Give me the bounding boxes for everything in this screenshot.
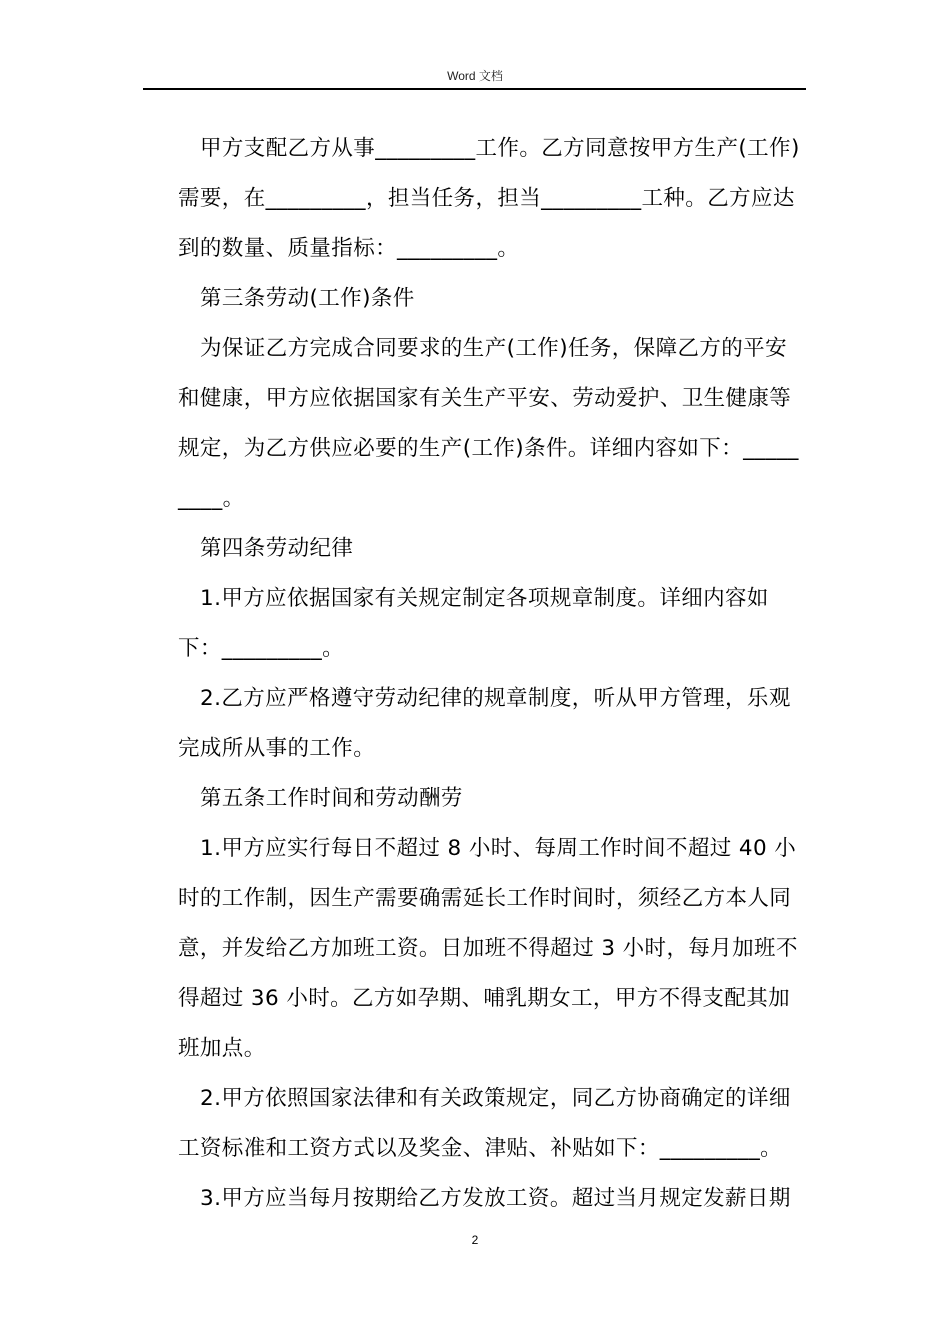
- heading-article-4: 第四条劳动纪律: [200, 536, 354, 561]
- paragraph-hours-1: 1.甲方应实行每日不超过 8 小时、每周工作时间不超过 40 小时的工作制，因生产需要确需延长工作时间时，须经乙方本人同意，并发给乙方加班工资。日加班不得超过 3 小时，每月加班不得超过 36 小时。乙方如孕期、哺乳期女工，甲方不得支配其加班加点。: [178, 836, 798, 1061]
- paragraph-hours-2: 2.甲方依照国家法律和有关政策规定，同乙方协商确定的详细工资标准和工资方式以及奖金、津贴、补贴如下：_________。: [178, 1086, 791, 1161]
- page-header-title: Word 文档: [447, 69, 503, 83]
- heading-article-5: 第五条工作时间和劳动酬劳: [200, 786, 463, 811]
- paragraph-hours-3: 3.甲方应当每月按期给乙方发放工资。超过当月规定发薪日期: [200, 1186, 791, 1211]
- heading-article-3: 第三条劳动(工作)条件: [200, 286, 415, 311]
- paragraph-work-assignment: 甲方支配乙方从事_________工作。乙方同意按甲方生产(工作)需要，在_________，担当任务，担当_________工种。乙方应达到的数量、质量指标：_________。: [178, 136, 800, 261]
- paragraph-working-conditions: 为保证乙方完成合同要求的生产(工作)任务，保障乙方的平安和健康，甲方应依据国家有关生产平安、劳动爱护、卫生健康等规定，为乙方供应必要的生产(工作)条件。详细内容如下：_________。: [178, 336, 799, 511]
- document-body: [178, 124, 808, 1224]
- page-number: 2: [471, 1233, 479, 1247]
- paragraph-discipline-1: 1.甲方应依据国家有关规定制定各项规章制度。详细内容如下：_________。: [178, 586, 769, 661]
- header-divider: [143, 88, 806, 90]
- paragraph-discipline-2: 2.乙方应严格遵守劳动纪律的规章制度，听从甲方管理，乐观完成所从事的工作。: [178, 686, 791, 761]
